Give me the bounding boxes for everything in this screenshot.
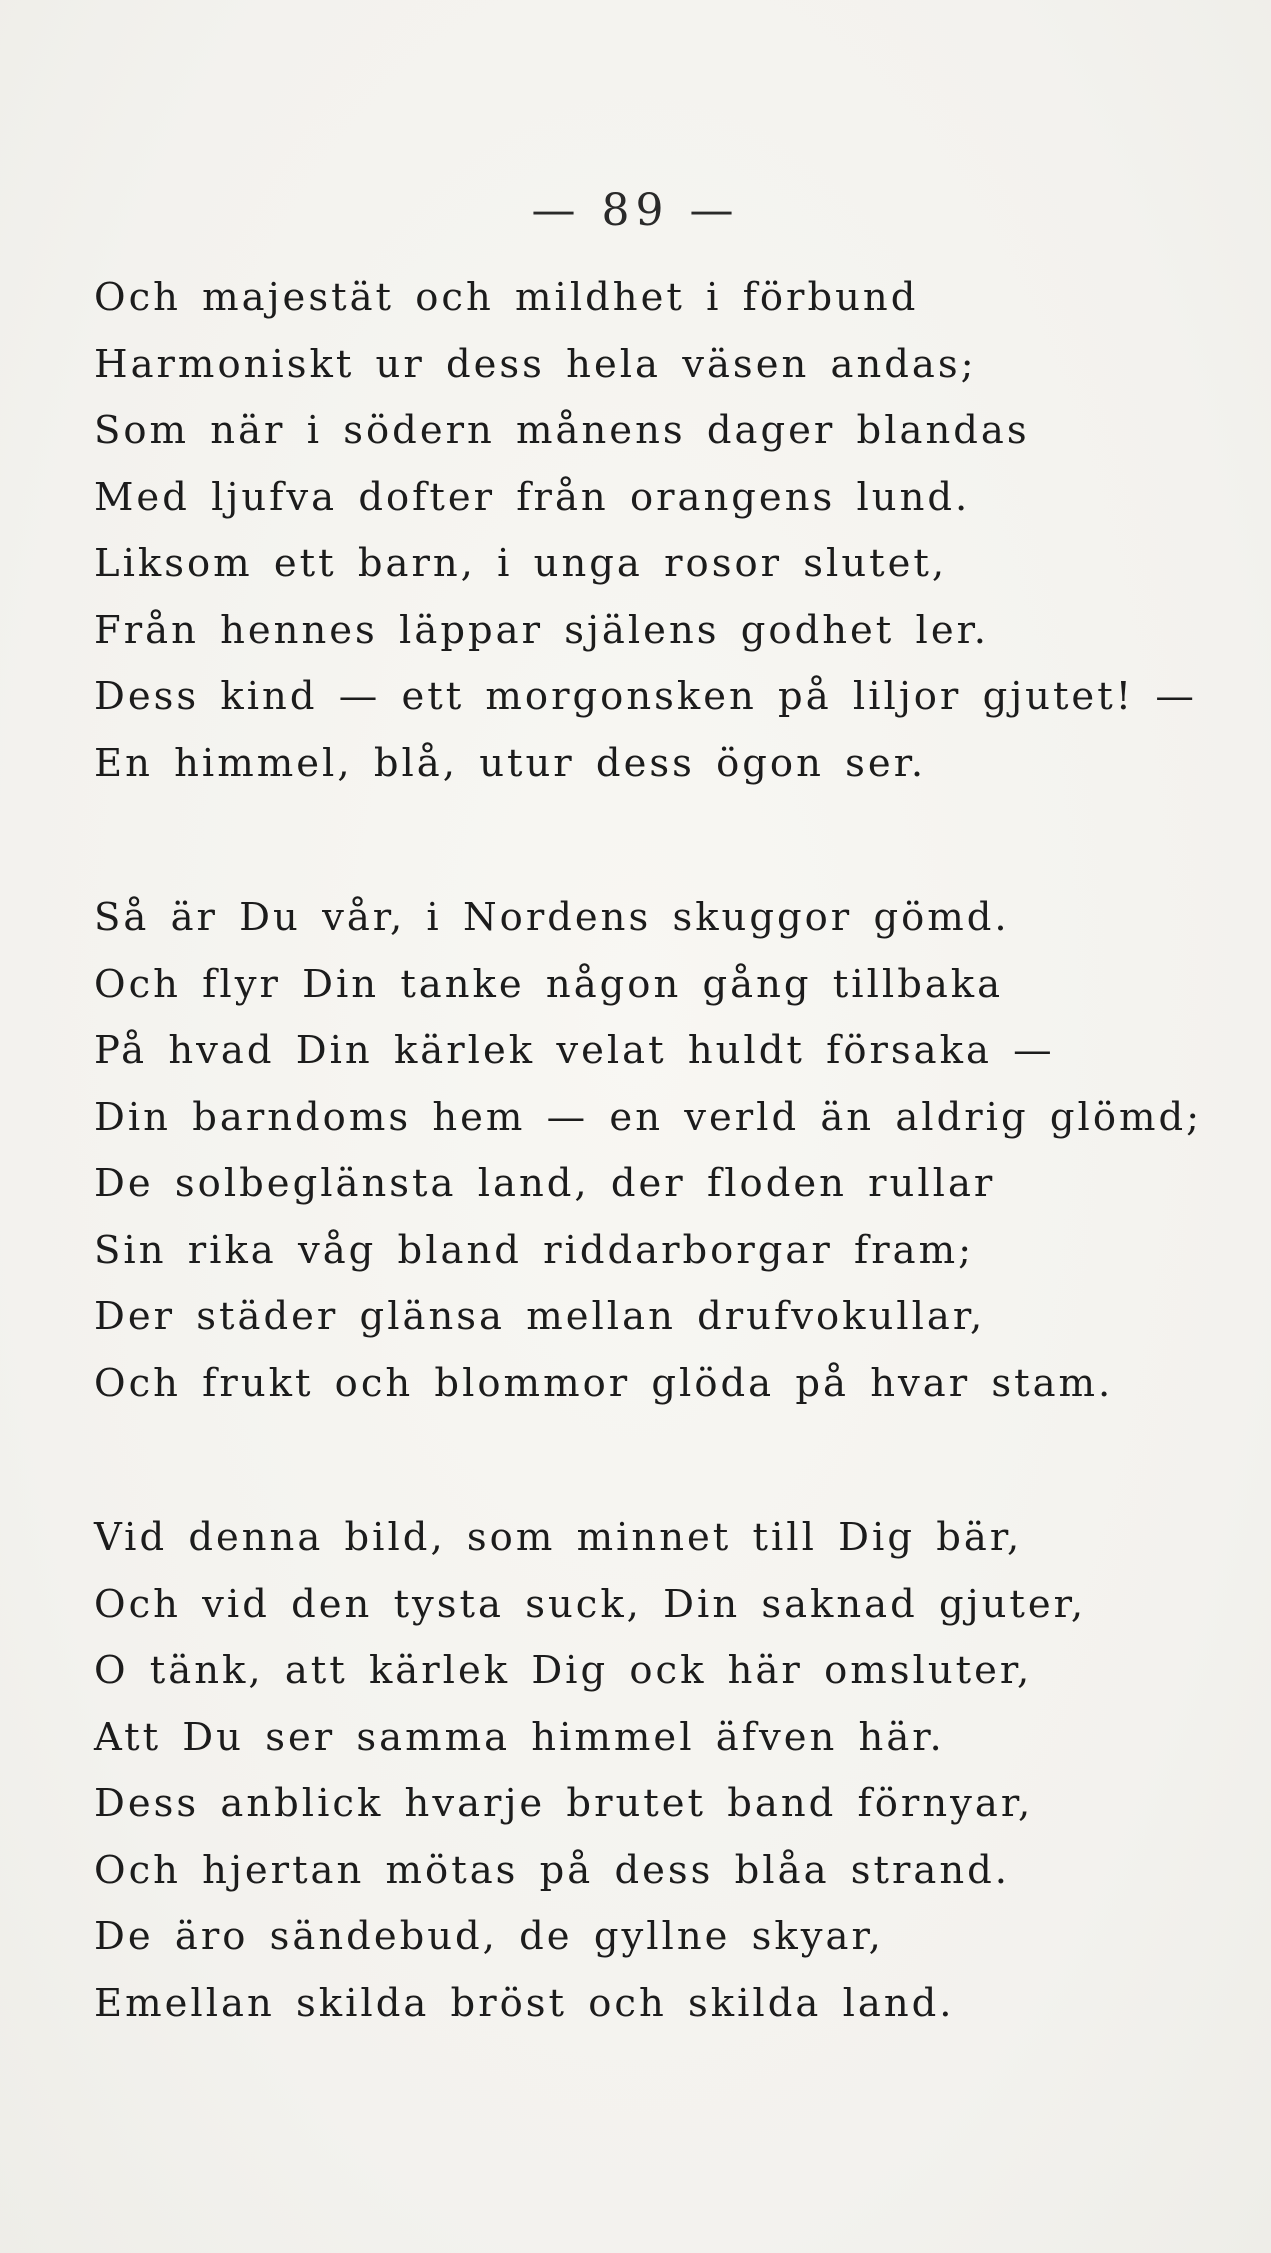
poem-line: Dess kind — ett morgonsken på liljor gjutet! —: [94, 674, 1197, 719]
poem-line: Emellan skilda bröst och skilda land.: [94, 1980, 955, 2026]
poem-stanza-3: [94, 1505, 1234, 2037]
poem-line: De solbeglänsta land, der floden rullar: [94, 1161, 996, 1206]
poem-line: Der städer glänsa mellan drufvokullar,: [94, 1294, 986, 1339]
poem-line: O tänk, att kärlek Dig ock här omsluter,: [94, 1648, 1033, 1693]
poem-line: Sin rika våg bland riddarborgar fram;: [94, 1227, 975, 1273]
poem-line: En himmel, blå, utur dess ögon ser.: [94, 740, 927, 786]
poem-line: På hvad Din kärlek velat huldt försaka —: [94, 1028, 1055, 1073]
poem-line: Och majestät och mildhet i förbund: [94, 275, 919, 320]
poem-line: Så är Du vår, i Nordens skuggor gömd.: [94, 895, 1010, 940]
poem-line: Och frukt och blommor glöda på hvar stam.: [94, 1360, 1114, 1406]
page-number: — 89 —: [531, 185, 740, 236]
poem-line: Och hjertan mötas på dess blåa strand.: [94, 1847, 1011, 1893]
poem-line: Som när i södern månens dager blandas: [94, 408, 1030, 453]
poem-line: Med ljufva dofter från orangens lund.: [94, 474, 971, 520]
poem-line: Och flyr Din tanke någon gång tillbaka: [94, 961, 1004, 1007]
poem-line: Dess anblick hvarje brutet band förnyar,: [94, 1781, 1034, 1826]
poem-line: Liksom ett barn, i unga rosor slutet,: [94, 541, 948, 586]
poem-stanza-1: [94, 265, 1234, 797]
poem-line: Vid denna bild, som minnet till Dig bär,: [94, 1515, 1023, 1560]
poem-line: De äro sändebud, de gyllne skyar,: [94, 1914, 884, 1959]
poem-line: Att Du ser samma himmel äfven här.: [94, 1714, 945, 1760]
poem-stanza-2: [94, 885, 1234, 1417]
poem-line: Och vid den tysta suck, Din saknad gjuter,: [94, 1581, 1087, 1627]
poem-line: Din barndoms hem — en verld än aldrig glömd;: [94, 1094, 1203, 1140]
poem-line: Från hennes läppar själens godhet ler.: [94, 607, 990, 653]
poem-line: Harmoniskt ur dess hela väsen andas;: [94, 341, 977, 387]
